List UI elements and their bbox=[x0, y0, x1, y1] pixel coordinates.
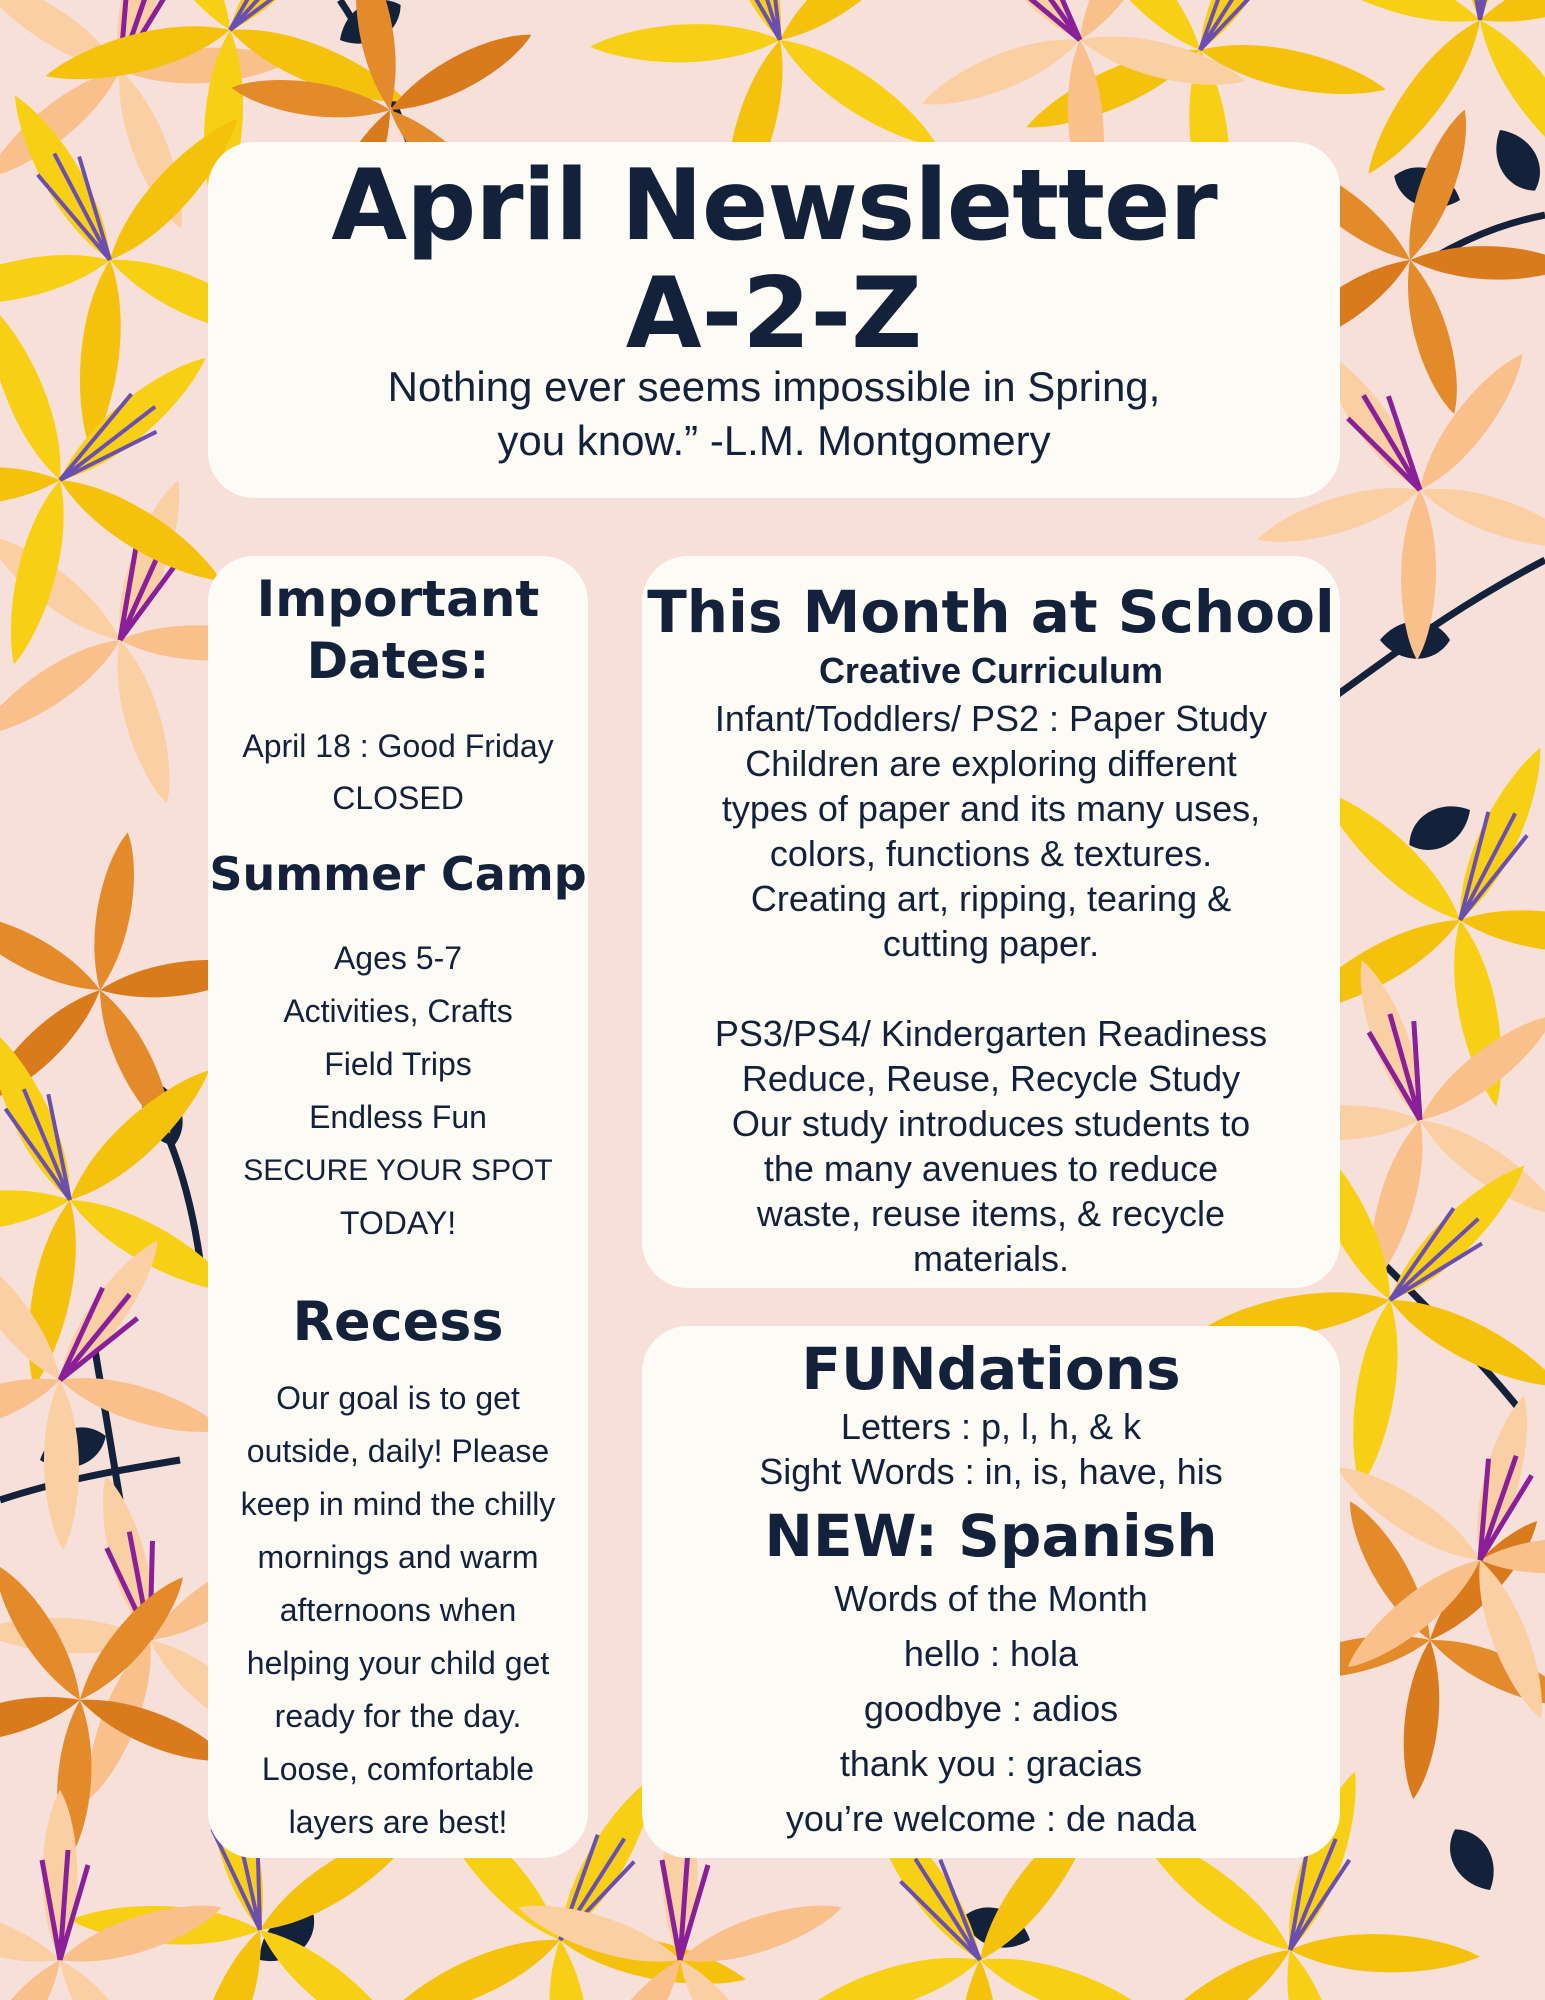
summer-camp-line: Ages 5-7 bbox=[333, 940, 463, 976]
curriculum-line: cutting paper. bbox=[882, 923, 1100, 964]
spanish-line: you’re welcome : de nada bbox=[785, 1798, 1197, 1839]
summer-camp-line: Endless Fun bbox=[309, 1099, 487, 1135]
curriculum-line: PS3/PS4/ Kindergarten Readiness bbox=[714, 1013, 1268, 1054]
curriculum-line: waste, reuse items, & recycle bbox=[756, 1193, 1226, 1234]
summer-camp-title: Summer Camp bbox=[209, 847, 587, 901]
summer-camp-line: Activities, Crafts bbox=[283, 993, 513, 1029]
this-month-title: This Month at School bbox=[647, 578, 1335, 646]
summer-camp-line: SECURE YOUR SPOT bbox=[243, 1154, 553, 1187]
recess-line: layers are best! bbox=[288, 1804, 508, 1840]
curriculum-line: Reduce, Reuse, Recycle Study bbox=[741, 1058, 1241, 1099]
recess-line: ready for the day. bbox=[274, 1698, 522, 1734]
important-dates-title bbox=[208, 568, 588, 692]
spanish-line: thank you : gracias bbox=[839, 1743, 1143, 1784]
curriculum-line: types of paper and its many uses, bbox=[721, 788, 1261, 829]
curriculum-line: Infant/Toddlers/ PS2 : Paper Study bbox=[714, 698, 1268, 739]
recess-line: helping your child get bbox=[246, 1645, 550, 1681]
summer-camp-line: Field Trips bbox=[324, 1046, 472, 1082]
curriculum-line: the many avenues to reduce bbox=[763, 1148, 1219, 1189]
quote-line-2: you know.” -L.M. Montgomery bbox=[497, 417, 1051, 464]
recess-line: keep in mind the chilly bbox=[240, 1486, 556, 1522]
recess-line: Our goal is to get bbox=[276, 1380, 520, 1416]
recess-line: mornings and warm bbox=[257, 1539, 539, 1575]
curriculum-line: colors, functions & textures. bbox=[769, 833, 1213, 874]
this-month-card bbox=[642, 556, 1340, 1288]
spanish-line: goodbye : adios bbox=[863, 1688, 1119, 1729]
header-card bbox=[208, 142, 1340, 498]
recess-line: Loose, comfortable bbox=[261, 1751, 535, 1787]
recess-title: Recess bbox=[292, 1290, 504, 1353]
spanish-title: NEW: Spanish bbox=[764, 1502, 1218, 1570]
important-dates-line: CLOSED bbox=[332, 780, 464, 816]
curriculum-subtitle: Creative Curriculum bbox=[818, 650, 1164, 691]
important-dates-title-line-1: Important bbox=[256, 570, 540, 628]
newsletter-title: April Newsletter bbox=[331, 149, 1217, 263]
curriculum-line: materials. bbox=[912, 1238, 1070, 1279]
left-column-card bbox=[208, 556, 588, 1858]
fundations-title: FUNdations bbox=[801, 1335, 1181, 1403]
spanish-line: hello : hola bbox=[903, 1633, 1079, 1674]
fundations-line: Sight Words : in, is, have, his bbox=[759, 1451, 1223, 1492]
important-dates-title-line-2: Dates: bbox=[306, 632, 490, 690]
quote bbox=[208, 360, 1340, 468]
important-dates-line: April 18 : Good Friday bbox=[242, 728, 554, 764]
fundations-line: Letters : p, l, h, & k bbox=[840, 1406, 1142, 1447]
curriculum-line: Our study introduces students to bbox=[731, 1103, 1251, 1144]
recess-line: afternoons when bbox=[279, 1592, 517, 1628]
newsletter-subtitle: A-2-Z bbox=[625, 257, 923, 371]
curriculum-line: Children are exploring different bbox=[745, 743, 1237, 784]
recess-line: outside, daily! Please bbox=[246, 1433, 550, 1469]
fundations-card bbox=[642, 1326, 1340, 1858]
curriculum-line: Creating art, ripping, tearing & bbox=[750, 878, 1232, 919]
spanish-line: Words of the Month bbox=[834, 1578, 1148, 1619]
quote-line-1: Nothing ever seems impossible in Spring, bbox=[387, 363, 1161, 410]
summer-camp-line: TODAY! bbox=[339, 1205, 457, 1241]
